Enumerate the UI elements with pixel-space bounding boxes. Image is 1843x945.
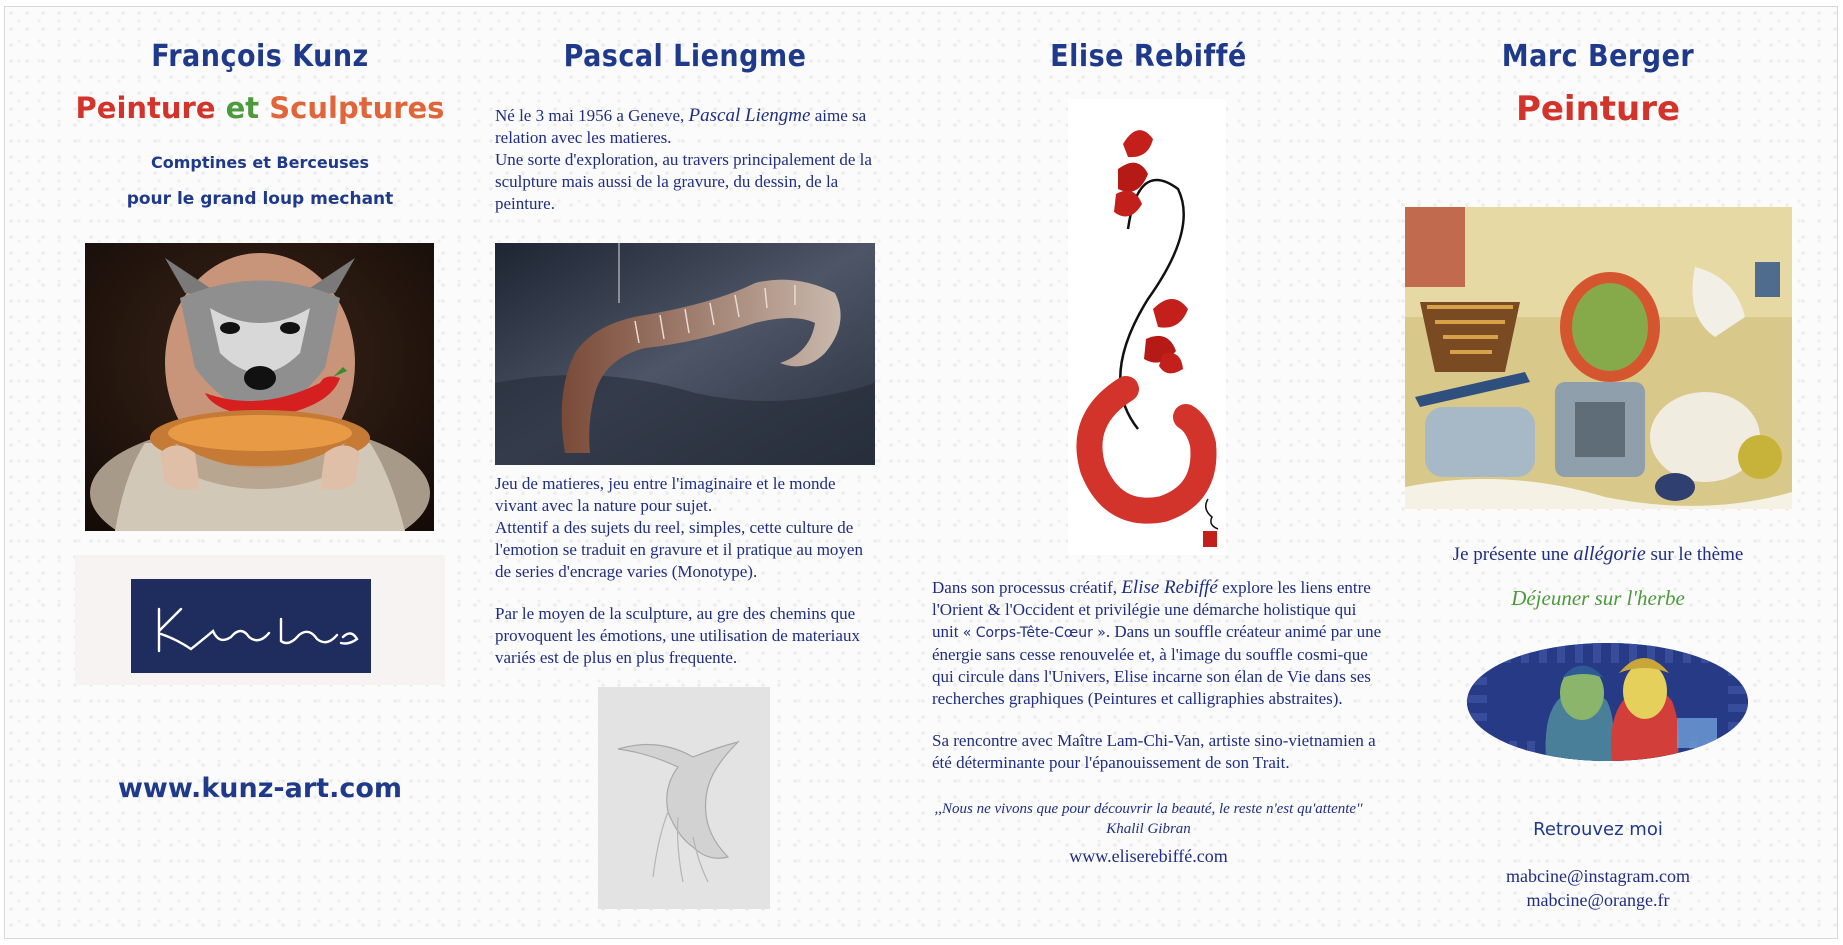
intro-pre: Né le 3 mai 1956 a Geneve,: [495, 106, 689, 125]
quote-author: Khalil Gibran: [1106, 821, 1191, 837]
instagram-contact-link[interactable]: mabcine@instagram.com: [1505, 866, 1691, 886]
kunz-signature-panel: [75, 555, 445, 685]
email-contact-link[interactable]: mabcine@orange.fr: [1526, 890, 1670, 910]
meeting-paragraph: Sa rencontre avec Maître Lam-Chi-Van, artiste sino-vietnamien a été déterminante pour l'épanouissement de son Trait.: [932, 731, 1376, 772]
exploration-paragraph: Une sorte d'exploration, au travers principalement de la sculpture mais aussi de la gravure, du dessin, de la peinture.: [495, 150, 872, 213]
tagline-line-2: pour le grand loup mechant: [126, 189, 394, 209]
theme-post: sur le thème: [1645, 544, 1744, 565]
process-pre: Dans son processus créatif,: [932, 578, 1122, 597]
column-liengme: [495, 7, 875, 939]
process-post: explore les liens entre l'Orient & l'Occident et privilégie une démarche holistique qui unit: [932, 578, 1371, 641]
process-end: . Dans un souffle créateur animé par une énergie sans cesse renouvelée et, à l'image du souffle cosmi-que qui circule dans l'Univers, Elise incarne son élan de Vie dans ses recherches graphiques (Peintures et calligraphies abstraites).: [932, 622, 1382, 708]
sculpture-paragraph: Par le moyen de la sculpture, au gre des chemins que provoquent les émotions, une utilisation de materiaux variés est de plus en plus frequente.: [495, 604, 860, 667]
artist-name: Pascal Liengme: [563, 39, 807, 74]
subtitle-word-3: Sculptures: [269, 91, 445, 125]
gibran-quote: ,,Nous ne vivons que pour découvrir la beauté, le reste n'est qu'attente'': [934, 801, 1363, 817]
column-kunz: [75, 7, 445, 939]
embossed-bird-relief: [598, 687, 770, 909]
discipline-subtitle: Peinture: [1515, 89, 1681, 129]
discipline-subtitle: [75, 91, 445, 125]
artist-name: Elise Rebiffé: [1050, 39, 1247, 74]
liengme-details: [495, 473, 875, 669]
matter-paragraph: Jeu de matieres, jeu entre l'imaginaire et le monde vivant avec la nature pour sujet.: [495, 474, 836, 515]
portrait-oval-painting: [1467, 643, 1748, 761]
shrimp-sculpture-photo: [495, 243, 875, 465]
theme-intro: [1403, 543, 1793, 566]
kunz-signature-logo: [131, 579, 371, 673]
calligraphy-artwork: [1068, 99, 1226, 555]
process-artist-name: Elise Rebiffé: [1121, 577, 1218, 598]
liengme-intro: [495, 105, 875, 215]
theme-title: Déjeuner sur l'herbe: [1511, 586, 1685, 610]
artist-name: François Kunz: [151, 39, 369, 74]
tagline-line-1: Comptines et Berceuses: [151, 153, 369, 172]
emotion-paragraph: Attentif a des sujets du reel, simples, cette culture de l'emotion se traduit en gravure et il pratique au moyen de series d'encrage varies (Monotype).: [495, 518, 863, 581]
rebiffe-website-link[interactable]: www.eliserebiffé.com: [1069, 846, 1228, 866]
intro-paragraph: [495, 105, 875, 149]
body-heart-head-phrase: « Corps-Tête-Cœur »: [962, 625, 1106, 641]
find-me-label: Retrouvez moi: [1533, 819, 1663, 840]
subtitle-word-1: Peinture: [75, 91, 216, 125]
column-rebiffe: [911, 7, 1386, 939]
wolf-mask-painting: [85, 243, 434, 531]
kunz-website-link[interactable]: www.kunz-art.com: [117, 773, 403, 804]
theme-pre: Je présente une: [1452, 544, 1574, 565]
rebiffe-text: [932, 577, 1386, 774]
column-berger: [1403, 7, 1793, 939]
theme-allegory-word: allégorie: [1573, 543, 1646, 565]
intro-post: aime sa relation avec les matieres.: [495, 106, 867, 147]
process-paragraph: [932, 577, 1386, 710]
artist-name: Marc Berger: [1501, 39, 1695, 74]
still-life-painting: [1405, 207, 1792, 509]
intro-artist-name: Pascal Liengme: [688, 105, 811, 126]
brochure-sheet: [4, 6, 1838, 939]
subtitle-word-2: et: [225, 91, 260, 125]
